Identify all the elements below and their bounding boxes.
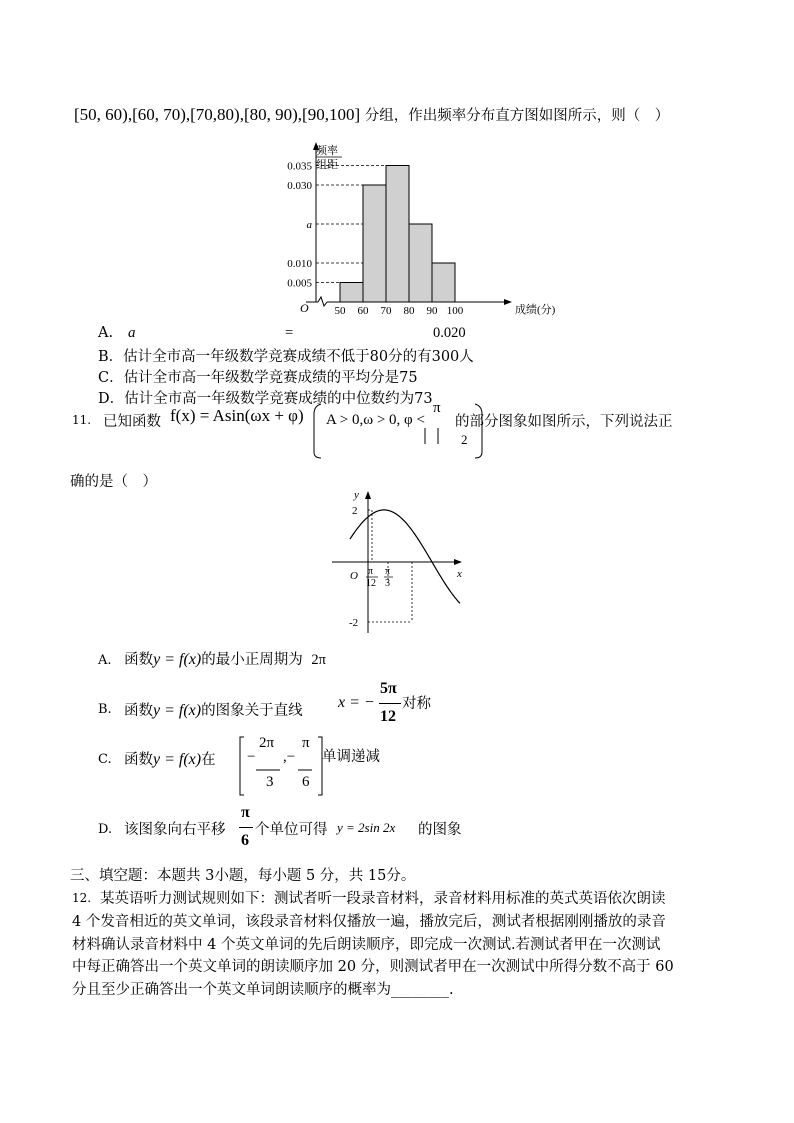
q11-b-num: 5π (380, 680, 397, 697)
q11-func (170, 406, 304, 426)
sine-y-label: y (354, 489, 359, 501)
q11-b-text3: 对称 (402, 696, 431, 712)
q11-option-c (124, 748, 216, 769)
q12-line2: 4 个发音相近的英文单词，该段录音材料仅播放一遍，播放完后，测试者根据刚刚播放的录音 (72, 914, 666, 930)
histogram-x-tick-label: 60 (357, 305, 369, 317)
q11-b-den: 12 (380, 708, 396, 725)
q11-d-den: 6 (241, 832, 249, 849)
q11-cond-2: 2 (461, 432, 468, 447)
histogram-bar (409, 224, 432, 302)
sine-curve (350, 510, 460, 603)
sine-x-arrow (454, 559, 462, 565)
hist-axis-break (318, 297, 327, 306)
q11-b-frac-bar (379, 703, 401, 704)
q11-c-num1: 2π (259, 735, 275, 751)
hist-x-arrow (504, 299, 512, 305)
q11-c-den1: 3 (266, 774, 274, 790)
sine-y-min: -2 (349, 617, 359, 629)
q11-c-text2: 在 (201, 752, 216, 768)
q12-line5: 分且至少正确答出一个英文单词朗读顺序的概率为________. (72, 982, 454, 998)
q11-stem-post: 的部分图象如图所示，下列说法正 (455, 414, 673, 430)
sine-tick2-den: 3 (385, 578, 390, 589)
q12-number: 12. (72, 891, 92, 905)
hist-ylabel-bottom: 组距 (316, 159, 338, 171)
q12-line1: 某英语听力测试规则如下：测试者听一段录音材料，录音材料用标准的英式英语依次朗读 (100, 891, 666, 907)
q11-option-d-label: D. (98, 822, 113, 837)
sine-y-max: 2 (352, 505, 358, 517)
q11-d-text3: 的图象 (418, 822, 462, 838)
sine-graph (330, 487, 480, 635)
q11-b-text1: 函数 (124, 703, 153, 719)
histogram-x-tick-label: 100 (446, 305, 464, 317)
histogram (270, 138, 556, 320)
sine-tick2-num: π (385, 566, 391, 577)
hist-origin: O (300, 301, 309, 315)
q11-stem-pre: 已知函数 (103, 414, 161, 430)
histogram-x-tick-label: 80 (403, 305, 415, 317)
q11-d-text2: 个单位可得 (255, 822, 328, 838)
q10-option-a (98, 325, 478, 341)
histogram-y-tick-label: 0.030 (287, 180, 312, 192)
q11-stem-line2: 确的是（ ） (70, 474, 157, 490)
q10-a-val: 0.020 (433, 325, 466, 341)
q11-func-text: f(x) = Asin(ωx + φ) (170, 406, 304, 425)
q11-cond-pi: π (433, 400, 441, 416)
q11-c-den2: 6 (302, 774, 310, 790)
q11-option-c-label: C. (98, 752, 112, 767)
q10-a-label: A. (98, 325, 114, 341)
q11-b-text2: 的图象关于直线 (201, 703, 303, 719)
q11-option-b (124, 699, 303, 720)
q11-a-text1: 函数 (124, 652, 154, 668)
histogram-x-tick-label: 70 (380, 305, 392, 317)
q10-option-c: C．估计全市高一年级数学竞赛成绩的平均分是75 (98, 370, 418, 386)
q11-c-comma: ,− (283, 749, 296, 765)
histogram-y-tick-label: 0.035 (287, 160, 312, 173)
q10-option-d: D．估计全市高一年级数学竞赛成绩的中位数约为73 (98, 391, 433, 407)
histogram-bar (432, 263, 455, 302)
section-3-heading: 三、填空题：本题共 3小题，每小题 5 分，共 15分。 (70, 868, 416, 884)
q10-intro (74, 104, 669, 125)
histogram-bar (363, 185, 386, 302)
hist-ylabel-top: 频率 (316, 145, 338, 157)
q11-c-text1: 函数 (124, 752, 153, 768)
sine-tick1-num: π (368, 566, 374, 577)
q10-intro-text: 分组，作出频率分布直方图如图所示，则（ ） (364, 108, 670, 124)
histogram-bar (386, 166, 409, 303)
histogram-x-tick-label: 50 (334, 305, 346, 317)
q11-b-func: y = f(x) (153, 702, 202, 719)
q11-c-text3: 单调递减 (322, 749, 380, 765)
hist-xlabel: 成绩(分) (515, 304, 556, 316)
q11-d-text1: 该图象向右平移 (124, 822, 226, 838)
q10-a-var: a (128, 325, 136, 341)
q11-b-x: x = − (338, 694, 375, 711)
q11-number: 11. (72, 413, 92, 427)
histogram-y-tick-label: 0.005 (287, 277, 312, 290)
q10-option-b: B．估计全市高一年级数学竞赛成绩不低于80分的有300人 (98, 349, 474, 365)
q12-line3: 材料确认录音材料中 4 个英文单词的先后朗读顺序，即完成一次测试.若测试者甲在一次测试 (72, 937, 661, 953)
q11-option-a (98, 648, 326, 669)
q11-c-left-bracket (240, 737, 244, 795)
sine-x-label: x (457, 568, 462, 580)
histogram-bar (340, 283, 363, 303)
sine-origin: O (350, 570, 358, 582)
q11-c-func: y = f(x) (153, 751, 202, 768)
histogram-x-tick-label: 90 (426, 305, 438, 317)
q11-left-paren (314, 404, 321, 458)
q11-c-minus1: − (247, 749, 256, 765)
q11-d-frac-bar (239, 827, 253, 828)
q11-a-val: 2π (311, 652, 326, 668)
q11-a-func: y = f(x) (153, 651, 202, 668)
q11-c-brackets (238, 735, 330, 797)
histogram-y-tick-label: a (306, 219, 312, 231)
sine-y-arrow (365, 491, 371, 499)
interval-list: [50, 60),[60, 70),[70,80),[80, 90),[90,100] (74, 105, 361, 124)
sine-tick1-den: 12 (366, 578, 376, 589)
q10-a-eq: = (285, 325, 294, 341)
q11-d-num: π (241, 804, 250, 821)
q11-a-text2: 的最小正周期为 (201, 652, 303, 668)
q11-a-label: A. (98, 653, 112, 668)
q11-condition: A > 0,ω > 0, φ < (326, 412, 425, 428)
q11-c-num2: π (302, 735, 310, 751)
q12-line4: 中每正确答出一个英文单词的朗读顺序加 20 分，则测试者甲在一次测试中所得分数不高于 60 (72, 959, 674, 975)
histogram-y-tick-label: 0.010 (287, 258, 312, 270)
q11-option-b-label: B. (98, 702, 112, 717)
q11-d-func: y = 2sin 2x (337, 820, 396, 835)
